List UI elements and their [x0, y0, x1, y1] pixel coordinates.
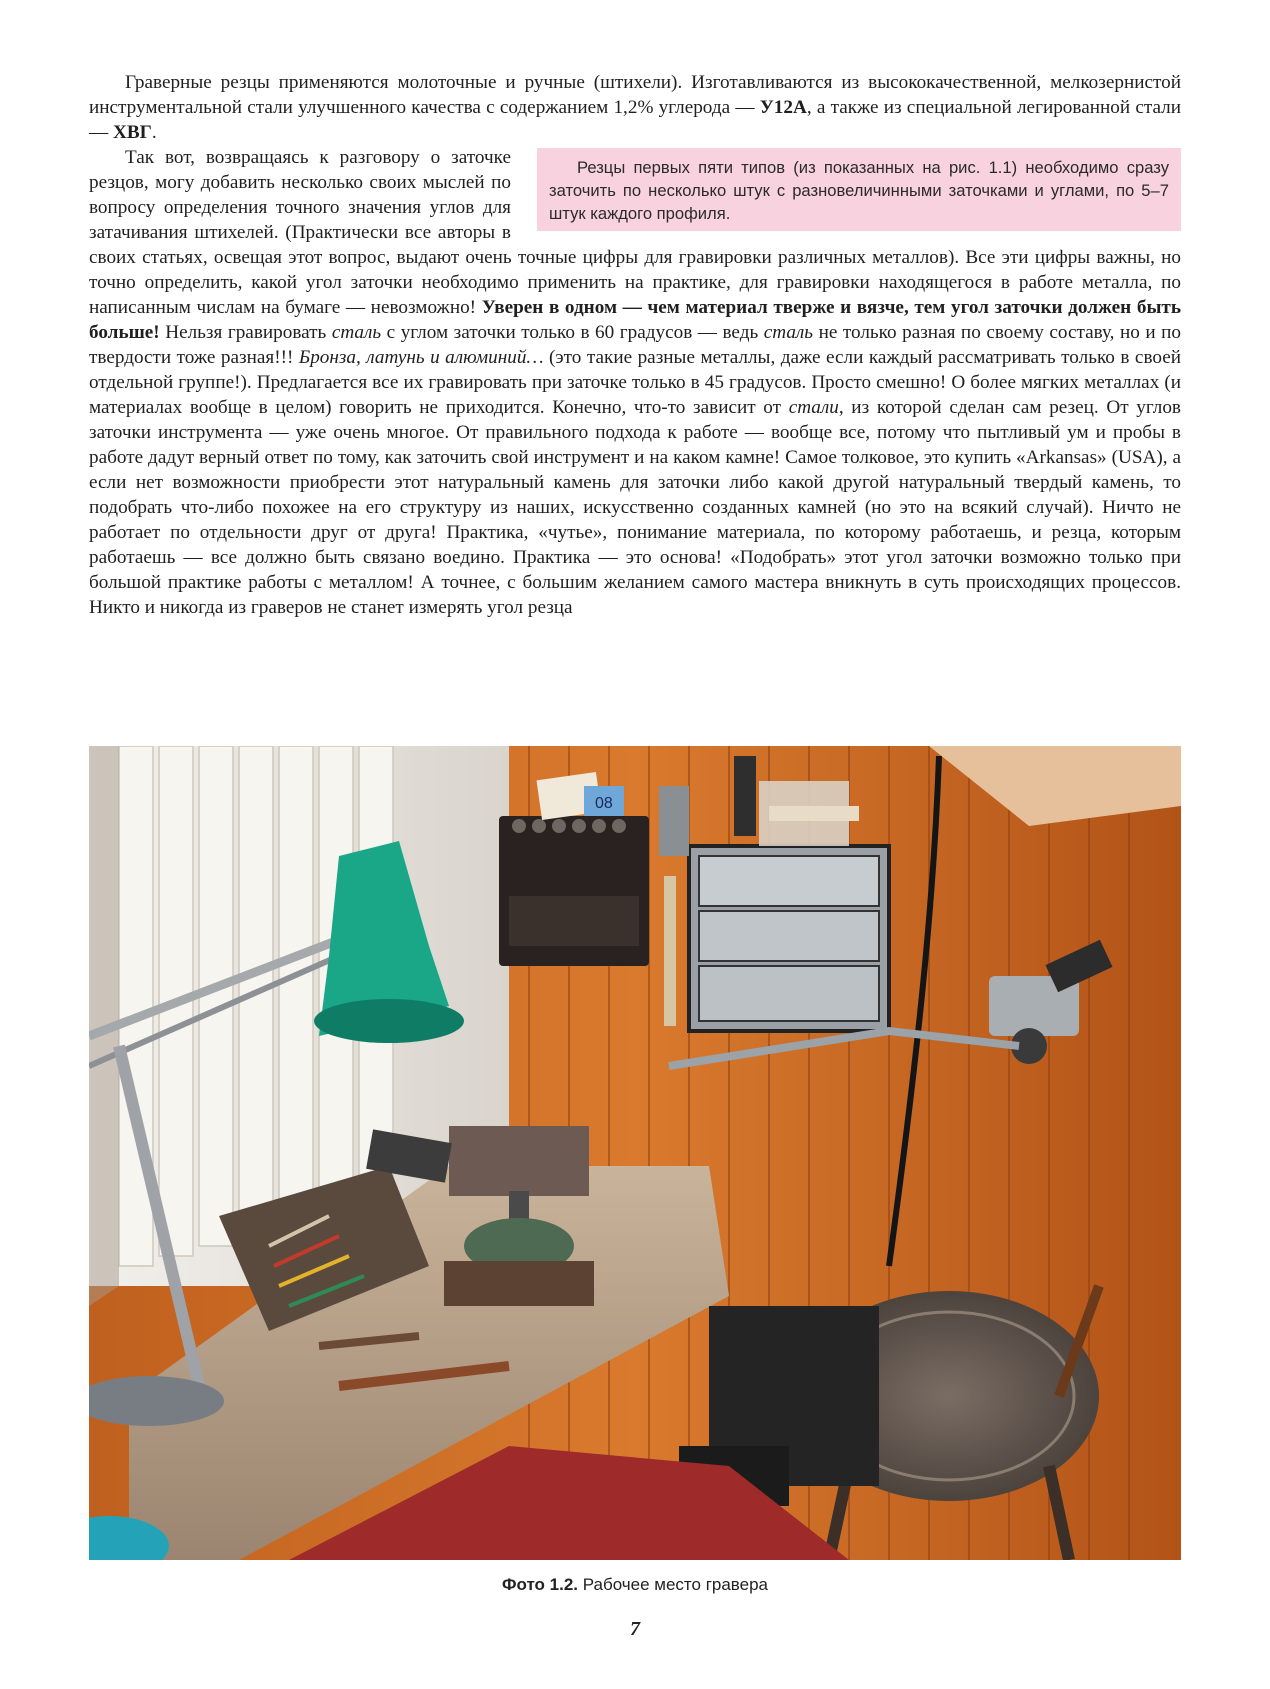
- text-run: Граверные резцы применяются молоточные и ручные (штихели). Изготавливаются из высококачественной, мелкозернистой инструментальной стали улучшенного качества с содержанием 1,2% углерода —: [89, 72, 1181, 118]
- body-text: [89, 70, 1181, 620]
- steel-grade-hvg: ХВГ: [112, 122, 152, 143]
- caption-label: Фото 1.2.: [501, 1575, 579, 1594]
- text-run: Нельзя гравировать: [159, 322, 332, 343]
- text-run: (это такие разные металлы, даже если каждый рассматривать только в своей отдельной группе!). Предлагается все их гравировать при заточке только в 45 градусов. Просто смешно! О более мягких металлах (и материалах вообще в целом) говорить не приходится. Конечно, что-то зависит от: [89, 347, 1181, 418]
- photo-caption: [0, 1575, 1270, 1595]
- text-run: Так вот, возвращаясь к разговору о заточке резцов, могу добавить несколько своих мыслей по вопросу определения точного значения углов для затачивания штихелей. (Практически все авторы в своих статьях, освещая этот вопрос, выдают очень точные цифры для гравировки различных металлов). Все эти цифры важны, но точно определить, какой угол заточки необходимо применить на практике, для гравировки находящегося в работе металла, по написанным числам на бумаге — невозможно!: [89, 147, 1181, 318]
- page-number: 7: [630, 1618, 640, 1640]
- workplace-illustration: [89, 746, 1181, 1560]
- italic-term: Бронза, латунь и алюминий…: [298, 347, 544, 368]
- italic-term: стали: [788, 397, 839, 418]
- text-run: , а также из специальной легированной стали —: [89, 97, 1181, 143]
- text-run: , из которой сделан сам резец. От углов заточки инструмента — уже очень многое. От правильного подхода к работе — вообще все, потому что пытливый ум и пробы в работе дадут верный ответ по тому, как заточить свой инструмент и на каком камне! Самое толковое, это купить «Arkansas» (USA), а если нет возможности приобрести этот натуральный камень для заточки либо какой другой натуральный твердый камень, то подобрать что-либо похожее на его структуру из наших, искусственно созданных камней (но это на всякий случай). Ничто не работает по отдельности друг от друга! Практика, «чутье», понимание материала, по которому работаешь, и резца, которым работаешь — все должно быть связано воедино. Практика — это основа! «Подобрать» этот угол заточки возможно только при большой практике работы с металлом! А точнее, с большим желанием самого мастера вникнуть в суть происходящих процессов. Никто и никогда из граверов не станет измерять угол резца: [89, 397, 1181, 618]
- calendar-card-text: 08: [595, 795, 613, 812]
- italic-term: сталь: [763, 322, 814, 343]
- text-run: не только разная по своему составу, но и по твердости тоже разная!!!: [89, 322, 1182, 368]
- steel-grade-u12a: У12А: [759, 97, 807, 118]
- italic-term: сталь: [331, 322, 382, 343]
- text-run: с углом заточки только в 60 градусов — ведь: [381, 322, 764, 343]
- emphasis-statement: Уверен в одном — чем материал тверже и вязче, тем угол заточки должен быть больше!: [89, 297, 1181, 343]
- workplace-photo: [89, 746, 1181, 1560]
- torch: [734, 756, 756, 836]
- caption-text: Рабочее место гравера: [578, 1575, 769, 1594]
- bench-vise: [449, 1126, 589, 1196]
- note-box: Резцы первых пяти типов (из показанных на рис. 1.1) необходимо сразу заточить по несколько штук с разновеличинными заточками и углами, по 5–7 штук каждого профиля.: [537, 148, 1181, 231]
- paragraph-1: [89, 70, 1181, 145]
- text-run: .: [151, 122, 157, 143]
